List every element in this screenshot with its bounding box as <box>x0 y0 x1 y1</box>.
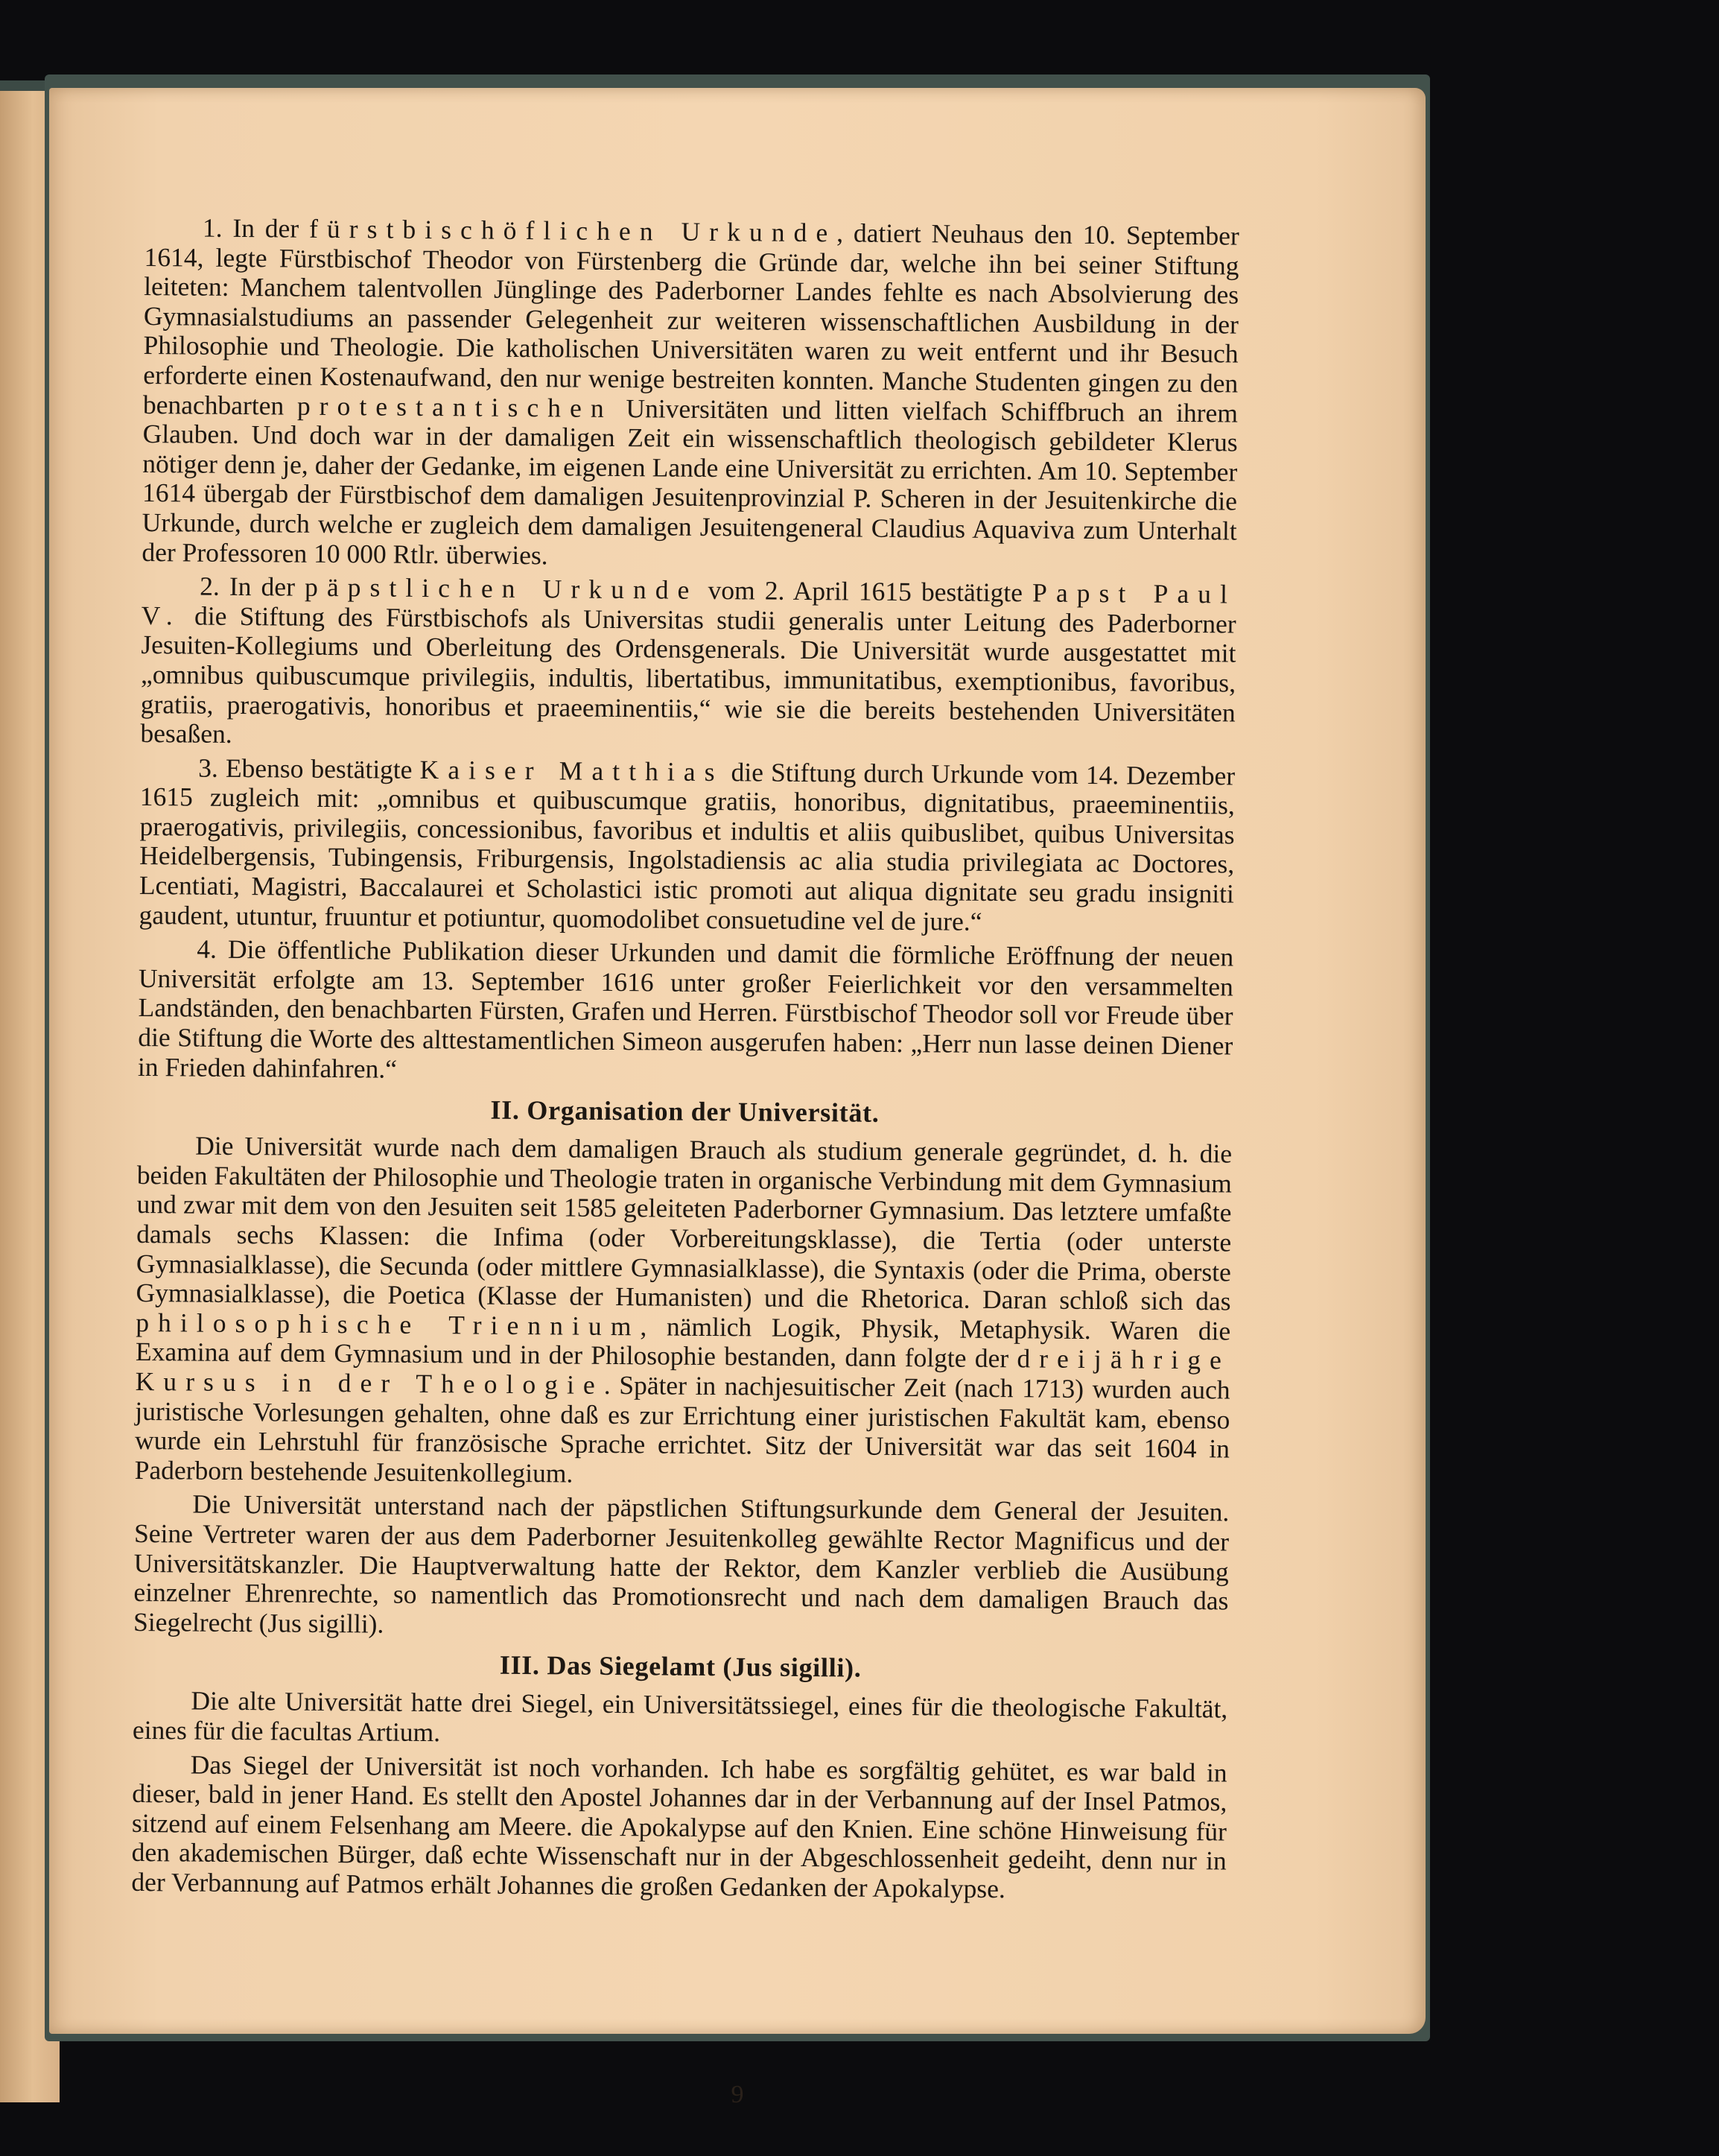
text: . Später in nachjesuitischer Zeit (nach 1713) wurden auch juristische Vorlesungen gehalten, ohne daß es zur Errichtung einer juristischen Fakultät kam, ebenso wurde ein Lehrstuhl für französische Sprache errichtet. Sitz der Universität war das seit 1604 in Paderborn bestehende Jesuitenkollegium. <box>134 1369 1230 1488</box>
page-number: 9 <box>731 2081 744 2108</box>
text: 1. In der <box>202 212 310 244</box>
paragraph-8: Das Siegel der Universität ist noch vorhanden. Ich habe es sorgfältig gehütet, es war bald in dieser, bald in jener Hand. Es stellt den Apostel Johannes dar in der Verbannung auf der Insel Patmos, sitzend auf einem Felsenhang am Meere. die Apokalypse auf den Knien. Eine schöne Hinweisung für den akademischen Bürger, daß echte Wissenschaft nur in der Abgeschlossenheit gedeiht, denn nur in der Verbannung auf Patmos erhält Johannes die großen Gedanken der Apokalypse. <box>131 1749 1227 1904</box>
text: , datiert Neuhaus den 10. September 1614, legte Fürstbischof Theodor von Fürstenberg die Gründe dar, welche ihn bei seiner Stiftung leiteten: Manchem talentvollen Jünglinge des Paderborner Landes fehlte es nach Absolvierung des Gymnasialstudiums an passender Gelegenheit zur weiteren wissenschaftlichen Ausbildung in der Philosophie und Theologie. Die katholischen Universitäten waren zu weit entfernt und ihr Besuch erforderte einen Kostenaufwand, den nur wenige bestreiten konnten. Manche Studenten gingen zu den benachbarten <box>142 218 1239 421</box>
spaced-term: päpstlichen Urkunde <box>304 571 699 605</box>
text: 2. In der <box>200 571 305 602</box>
text: die Stiftung des Fürstbischofs als Universitas studii generalis unter Leitung des Paderborner Jesuiten-Kollegiums und Oberleitung des Ordensgenerals. Die Universität wurde ausgestattet mit „omnibus quibuscumque privilegiis, indultis, libertatibus, immunitatibus, exemptionibus, favoribus, gratiis, praerogativis, honoribus et praeeminentiis,“ wie sie die bereits bestehenden Universitäten besaßen. <box>140 600 1236 749</box>
text: 3. Ebenso bestätigte <box>198 752 420 784</box>
text: Universitäten und litten vielfach Schiffbruch an ihrem Glauben. Und doch war in der damaligen Zeit ein wissenschaftlich theologisch gebildeter Klerus nötiger denn je, daher der Gedanke, im eigenen Lande eine Universität zu errichten. Am 10. September 1614 übergab der Fürstbischof dem damaligen Jesuitenprovinzial P. Scheren in der Jesuitenkirche die Urkunde, durch welche er zugleich dem damaligen Jesuitengeneral Claudius Aquaviva zum Unterhalt der Professoren 10 000 Rtlr. überwies. <box>142 393 1239 570</box>
text: Die Universität wurde nach dem damaligen Brauch als studium generale gegründet, d. h. die beiden Fakultäten der Philosophie und Theologie traten in organische Verbindung mit dem Gymnasium und zwar mit dem von den Jesuiten seit 1585 geleiteten Paderborner Gymnasium. Das letztere umfaßte damals sechs Klassen: die Infima (oder Vorbereitungsklasse), die Tertia (oder unterste Gymnasialklasse), die Secunda (oder mittlere Gymnasialklasse), die Syntaxis (oder die Prima, oberste Gymnasialklasse), die Poetica (Klasse der Humanisten) und die Rhetorica. Daran schloß sich das <box>136 1130 1233 1316</box>
paragraph-6: Die Universität unterstand nach der päpstlichen Stiftungsurkunde dem General der Jesuiten. Seine Vertreter waren der aus dem Paderborner Jesuitenkolleg gewählte Rector Magnificus und der Universitätskanzler. Die Hauptverwaltung hatte der Rektor, dem Kanzler verblieb die Ausübung einzelner Ehrenrechte, so namentlich das Promotionsrecht und nach dem damaligen Brauch das Siegelrecht (Jus sigilli). <box>133 1488 1230 1639</box>
paragraph-1 <box>142 213 1239 576</box>
paragraph-5 <box>135 1131 1233 1494</box>
spaced-term: philosophische Triennium <box>136 1307 641 1342</box>
page-text <box>131 213 1239 1906</box>
book-page <box>49 88 1426 2108</box>
spaced-term: Kaiser Matthias <box>419 754 724 787</box>
spaced-term: fürstbischöflichen Urkunde <box>308 213 837 248</box>
paragraph-2 <box>140 571 1236 757</box>
paragraph-4: 4. Die öffentliche Publikation dieser Urkunden und damit die förmliche Eröffnung der neuen Universität erfolgte am 13. September 1616 unter großer Feierlichkeit vor den versammelten Landständen, den benachbarten Fürsten, Grafen und Herren. Fürstbischof Theodor soll vor Freude über die Stiftung die Worte des alttestamentlichen Simeon ausgerufen haben: „Herr nun lasse deinen Diener in Frieden dahinfahren.“ <box>137 933 1234 1084</box>
text: die Stiftung durch Urkunde vom 14. Dezember 1615 zugleich mit: „omnibus et quibuscumque gratiis, honoribus, dignitatibus, praeeminentiis, praerogativis, privilegiis, concessionibus, favoribus et indultis et aliis quibuslibet, quibus Universitas Heidelbergensis, Tubingensis, Friburgensis, Ingolstadiensis ac alia studia privilegiata ac Doctores, Lcentiati, Magistri, Baccalaurei et Scholastici istic promoti aut aliqua dignitate seu gradu insigniti gaudent, utuntur, fruuntur et potiuntur, quomodolibet consuetudine vel de jure.“ <box>139 756 1236 936</box>
section-heading-2: II. Organisation der Universität. <box>490 1094 880 1129</box>
section-heading-3: III. Das Siegelamt (Jus sigilli). <box>499 1650 862 1683</box>
spaced-term: protestantischen <box>296 390 613 423</box>
paragraph-3 <box>139 753 1235 939</box>
spaced-term: dreijährige Kursus in der Theologie <box>135 1343 1231 1400</box>
spaced-term: Papst Paul V. <box>141 577 1237 631</box>
paragraph-7: Die alte Universität hatte drei Siegel, ein Universitätssiegel, eines für die theologische Fakultät, eines für die facultas Artium. <box>132 1685 1228 1748</box>
text: vom 2. April 1615 bestätigte <box>698 574 1033 608</box>
text: , nämlich Logik, Physik, Metaphysik. Waren die Examina auf dem Gymnasium und in der Philosophie bestanden, dann folgte der <box>135 1311 1231 1374</box>
